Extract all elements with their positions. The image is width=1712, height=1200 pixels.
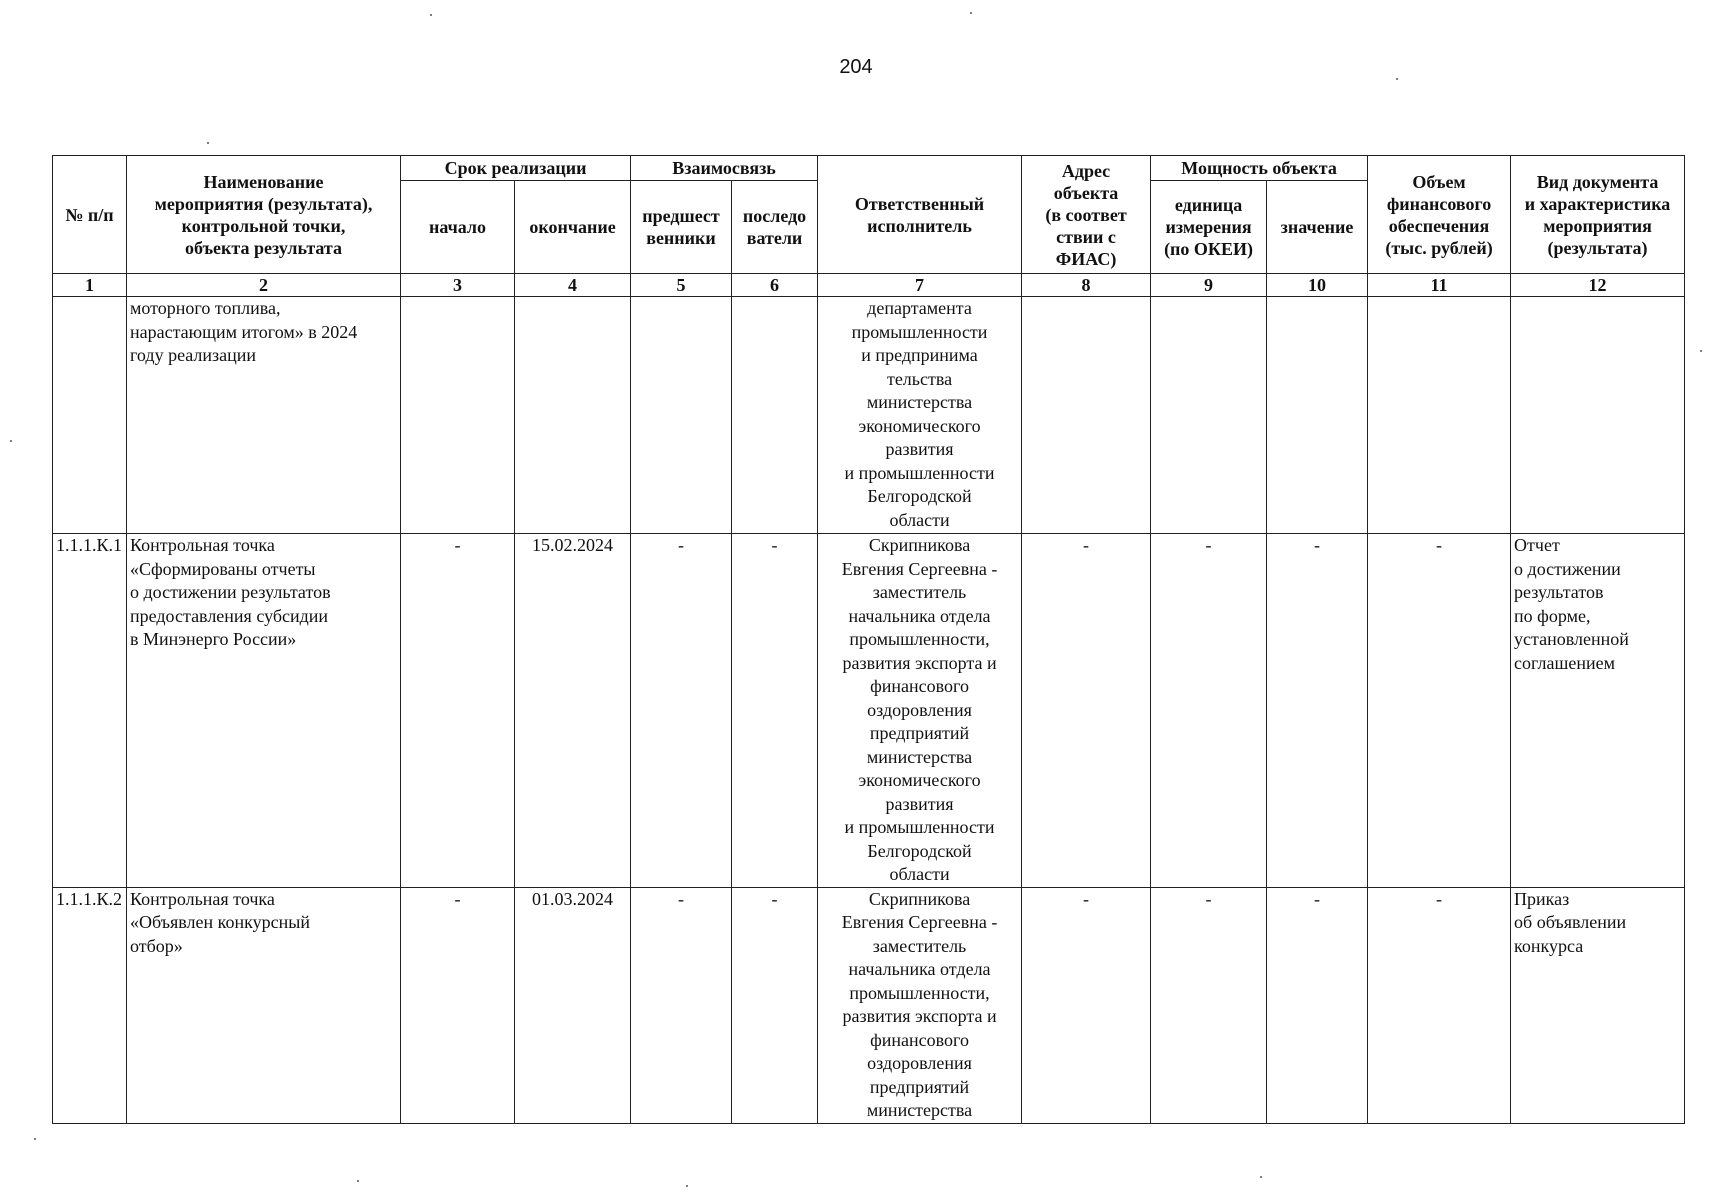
column-number: 5	[631, 274, 732, 297]
header-relation: Взаимосвязь	[631, 156, 818, 181]
header-value: значение	[1267, 181, 1368, 274]
row-funding	[1368, 297, 1511, 534]
column-number: 12	[1511, 274, 1685, 297]
row-start: -	[401, 534, 515, 888]
row-successors	[732, 297, 818, 534]
row-funding: -	[1368, 887, 1511, 1123]
header-capacity: Мощность объекта	[1151, 156, 1368, 181]
row-end	[515, 297, 631, 534]
row-address: -	[1022, 534, 1151, 888]
row-value: -	[1267, 534, 1368, 888]
column-number: 8	[1022, 274, 1151, 297]
row-doc-type: Отчет о достижении результатов по форме, установленной соглашением	[1511, 534, 1685, 888]
scan-speck	[430, 14, 432, 16]
row-value: -	[1267, 887, 1368, 1123]
row-end: 01.03.2024	[515, 887, 631, 1123]
table-row	[53, 534, 1685, 888]
row-predecessors: -	[631, 887, 732, 1123]
row-doc-type: Приказ об объявлении конкурса	[1511, 887, 1685, 1123]
row-responsible: Скрипникова Евгения Сергеевна - заместитель начальника отдела промышленности, развития экспорта и финансового оздоровления предприятий министерства	[818, 887, 1022, 1123]
column-number: 7	[818, 274, 1022, 297]
row-responsible: Скрипникова Евгения Сергеевна - заместитель начальника отдела промышленности, развития экспорта и финансового оздоровления предприятий министерства экономического развития и промышленности Белгородской области	[818, 534, 1022, 888]
scan-speck	[686, 1185, 688, 1187]
page-number: 204	[839, 56, 873, 78]
header-row-top	[53, 156, 1685, 181]
row-number: 1.1.1.К.1	[53, 534, 127, 888]
row-funding: -	[1368, 534, 1511, 888]
header-unit: единица измерения (по ОКЕИ)	[1151, 181, 1267, 274]
scan-speck	[207, 142, 209, 144]
scan-speck	[10, 440, 12, 442]
row-name: моторного топлива, нарастающим итогом» в 2024 году реализации	[127, 297, 401, 534]
column-number: 11	[1368, 274, 1511, 297]
table-row	[53, 297, 1685, 534]
scan-speck	[1396, 78, 1398, 80]
header-no: № п/п	[53, 156, 127, 274]
header-address: Адрес объекта (в соответ ствии с ФИАС)	[1022, 156, 1151, 274]
header-responsible: Ответственный исполнитель	[818, 156, 1022, 274]
column-number: 3	[401, 274, 515, 297]
column-number: 9	[1151, 274, 1267, 297]
row-start: -	[401, 887, 515, 1123]
row-doc-type	[1511, 297, 1685, 534]
row-responsible: департамента промышленности и предпринима тельства министерства экономического развития и промышленности Белгородской области	[818, 297, 1022, 534]
scan-speck	[357, 1180, 359, 1182]
column-number: 2	[127, 274, 401, 297]
row-start	[401, 297, 515, 534]
header-period: Срок реализации	[401, 156, 631, 181]
row-number	[53, 297, 127, 534]
header-end: окончание	[515, 181, 631, 274]
row-predecessors	[631, 297, 732, 534]
row-end: 15.02.2024	[515, 534, 631, 888]
row-name: Контрольная точка «Сформированы отчеты о достижении результатов предоставления субсидии в Минэнерго России»	[127, 534, 401, 888]
header-successors: последо ватели	[732, 181, 818, 274]
header-doc-type: Вид документа и характеристика мероприятия (результата)	[1511, 156, 1685, 274]
scan-speck	[970, 12, 972, 14]
column-number: 10	[1267, 274, 1368, 297]
row-successors: -	[732, 534, 818, 888]
row-unit	[1151, 297, 1267, 534]
row-name: Контрольная точка «Объявлен конкурсный отбор»	[127, 887, 401, 1123]
header-funding: Объем финансового обеспечения (тыс. рублей)	[1368, 156, 1511, 274]
row-unit: -	[1151, 534, 1267, 888]
row-value	[1267, 297, 1368, 534]
scan-speck	[34, 1138, 36, 1140]
row-address	[1022, 297, 1151, 534]
row-unit: -	[1151, 887, 1267, 1123]
scan-speck	[1260, 1176, 1262, 1178]
scan-speck	[1700, 350, 1702, 352]
row-successors: -	[732, 887, 818, 1123]
plan-table	[52, 155, 1685, 1124]
header-name: Наименование мероприятия (результата), контрольной точки, объекта результата	[127, 156, 401, 274]
row-number: 1.1.1.К.2	[53, 887, 127, 1123]
table-row	[53, 887, 1685, 1123]
column-number: 1	[53, 274, 127, 297]
row-predecessors: -	[631, 534, 732, 888]
column-numbers-row	[53, 274, 1685, 297]
column-number: 6	[732, 274, 818, 297]
column-number: 4	[515, 274, 631, 297]
header-predecessors: предшест венники	[631, 181, 732, 274]
header-start: начало	[401, 181, 515, 274]
row-address: -	[1022, 887, 1151, 1123]
